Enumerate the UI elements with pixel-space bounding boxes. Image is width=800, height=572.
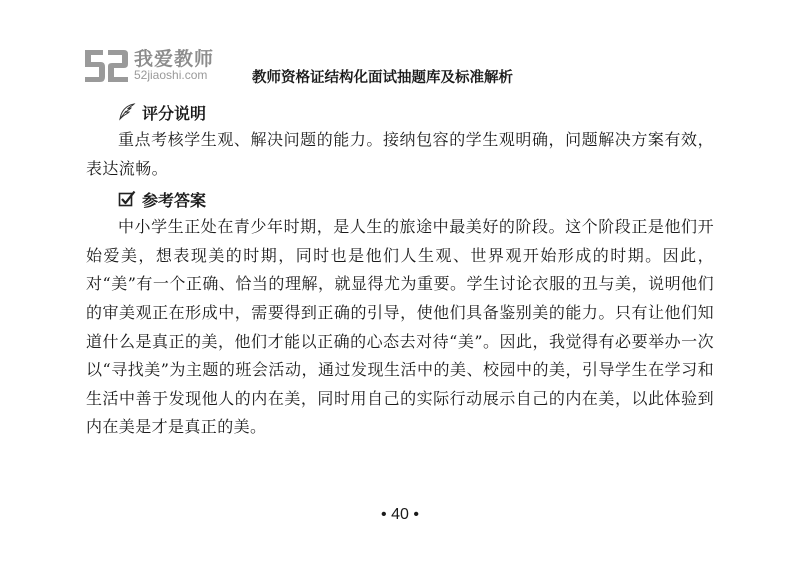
page-content [86,96,714,442]
answer-heading [86,185,714,213]
logo [82,44,242,88]
scoring-title: 评分说明 [142,103,207,123]
page-header [82,44,722,88]
quill-pen-icon [118,103,136,121]
logo-url: 52jiaoshi.com [134,68,208,82]
page-number: • 40 • [381,506,419,523]
answer-title: 参考答案 [142,190,207,210]
answer-paragraph: 中小学生正处在青少年时期，是人生的旅途中最美好的阶段。这个阶段正是他们开始爱美，想表现美的时期，同时也是他们人生观、世界观开始形成的时期。因此，对“美”有一个正确、恰当的理解，就显得尤为重要。学生讨论衣服的丑与美，说明他们的审美观正在形成中，需要得到正确的引导，使他们具备鉴别美的能力。只有让他们知道什么是真正的美，他们才能以正确的心态去对待“美”。因此，我觉得有必要举办一次以“寻找美”为主题的班会活动，通过发现生活中的美、校园中的美，引导学生在学习和生活中善于发现他人的内在美，同时用自己的实际行动展示自己的内在美，以此体验到内在美是才是真正的美。 [86,217,714,437]
logo-52-mark-icon [82,46,130,86]
book-title: 教师资格证结构化面试抽题库及标准解析 [252,70,513,86]
scoring-paragraph: 重点考核学生观、解决问题的能力。接纳包容的学生观明确，问题解决方案有效，表达流畅。 [86,130,714,178]
scoring-heading [86,98,714,126]
checkbox-check-icon [118,190,136,208]
logo-text: 我爱教师 [134,48,215,70]
